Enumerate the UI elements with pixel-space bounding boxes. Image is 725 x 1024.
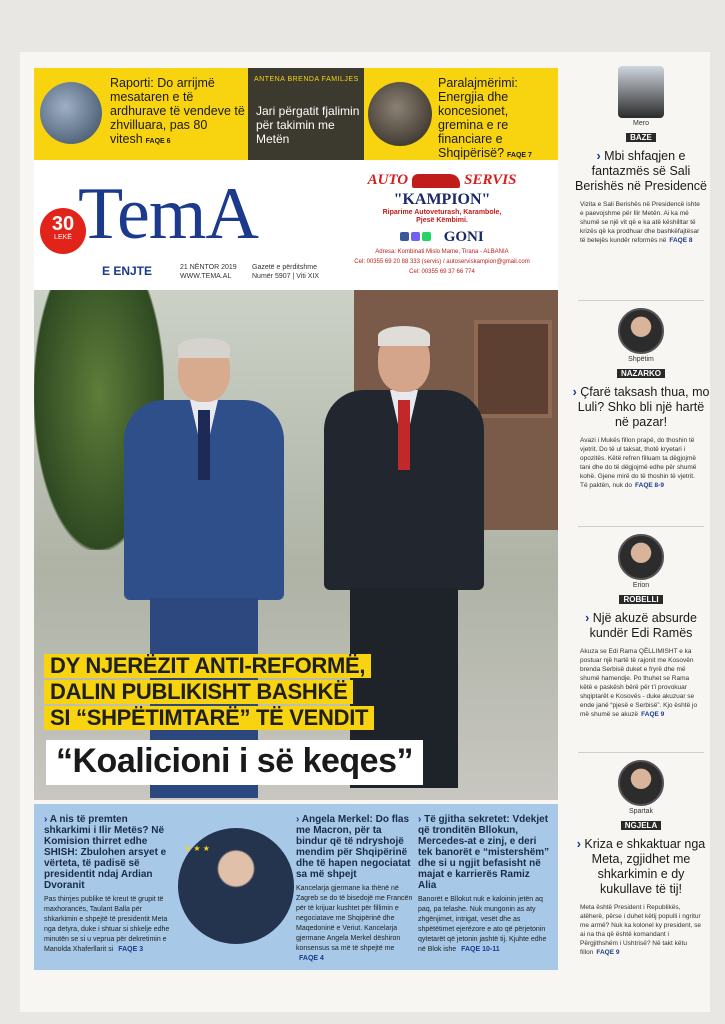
ad-owner: GONI <box>443 228 484 245</box>
column-ngjela[interactable] <box>572 760 710 957</box>
ad-address: Adresa: Kombinati Mislo Mame, Tirana - ALBANIA <box>375 249 509 256</box>
ad-line1: AUTO <box>367 172 409 188</box>
column-title: › Kriza e shkaktuar nga Meta, zgjidhet me shkarkimin e dy kukullave të tij! <box>572 837 710 897</box>
teaser-brand: ANTENA BRENDA FAMILJES <box>254 76 359 83</box>
teaser-page: FAQE 6 <box>145 138 171 145</box>
whatsapp-icon <box>422 232 431 241</box>
story-kicker: › Angela Merkel: Do flas me Macron, për ta bindur që të ndryshojë mendim për Shqipërinë dhe të hapen negociatat sa më shpejt <box>296 814 414 880</box>
column-title: › Çfarë taksash thua, mo Luli? Shko bli një hartë në pazar! <box>572 385 710 430</box>
price-value: 30 <box>51 213 75 235</box>
viber-icon <box>411 232 420 241</box>
masthead <box>34 160 558 290</box>
author-first-name: Spartak <box>628 808 654 815</box>
column-baze[interactable] <box>572 66 710 245</box>
story-text: Banorët e Bllokut nuk e kaloinin jetën aq paq, pa telashe. Nuk mungonin as aty zhgënjimet, intrigat, vesët dhe as shpëtëtimet ejerëzore e ato që përjetonin qytetarët që jetonin jashtë tij. Kjuhte edhe në Blok ishe <box>418 896 547 953</box>
column-text: Vizita e Sali Berishës në Presidencë ishte e paevojshme për Ilir Metën. Ai ka më shumë se një vit që e ka atë këshilltar të krizës që ka prodhuar dhe bashkëfajtësar të betejës kundër reformës në <box>580 201 700 244</box>
author-first-name: Erion <box>632 582 650 589</box>
column-page: FAQE 8-9 <box>635 482 664 489</box>
teaser-antena[interactable] <box>248 68 364 160</box>
author-last-name: ROBELLI <box>619 595 662 604</box>
newspaper-front-page <box>20 52 710 1012</box>
divider <box>578 752 704 753</box>
ad-name: "KAMPION" <box>393 191 491 208</box>
author-last-name: BAZE <box>626 133 656 142</box>
eu-stars-icon: ★ ★ ★ <box>184 844 210 853</box>
city-skyline-thumbnail <box>40 82 102 144</box>
teaser-text: Paralajmërimi: Energjia dhe koncesionet, gremina e re financiare e Shqipërisë? <box>438 76 518 160</box>
teaser-text: Raporti: Do arrijmë mesataren e të ardhurave të vendeve të zhvilluara, pas 80 vitesh <box>110 76 245 146</box>
energy-thumbnail <box>368 82 432 146</box>
main-title: “Koalicioni i së keqes” <box>46 740 423 785</box>
author-first-name: Shpëtim <box>628 356 654 363</box>
column-text: Avazi i Mukës fillon prapë, do thoshin të vjetrit. Do të ul taksat, thotë kryetari i opozitës. Këtë refren filluam ta dëgjojmë tani dhe do të dëgjojmë edhe për shumë kohë. Gjene mirë do të thoshin të vjetrit. Të paktën, nuk do <box>580 437 697 489</box>
issue-date: 21 NËNTOR 2019 <box>180 264 237 271</box>
story-kicker: › Të gjitha sekretet: Vdekjet që tronditën Bllokun, Mercedes-at e zinj, e deri tek banorët e “mistershëm” dhe si u ngjit befasisht në majat e karrierës Ramiz Alia <box>418 814 550 891</box>
column-page: FAQE 9 <box>641 711 665 718</box>
author-portrait <box>618 308 664 354</box>
story-page: FAQE 3 <box>118 946 144 953</box>
story-blloku-secrets[interactable] <box>418 814 550 955</box>
column-title: › Një akuzë absurde kundër Edi Ramës <box>572 611 710 641</box>
column-text: Akuza se Edi Rama QËLLIMISHT e ka postuar një hartë të rajonit me Kosovën brenda Serbisë duket e fryrë dhe më shumë hamendje. Po thuhet se Rama këtë e paskësh bërë për t’i provokuar shqiptarët e Kosovës - duke akuzuar se ende janë “pjesë e Serbisë”. Kjo është jo më shumë se akuzë <box>580 648 698 718</box>
ad-services2: Pjesë Këmbimi. <box>416 217 468 224</box>
opinion-sidebar <box>568 52 710 1012</box>
author-portrait <box>618 66 664 118</box>
teaser-strip <box>34 68 558 160</box>
window <box>474 320 552 418</box>
column-nazarko[interactable] <box>572 308 710 490</box>
author-last-name: NGJELA <box>621 821 661 830</box>
story-text: Pas thirrjes publike të kreut të grupit të maxhorancës, Taulant Balla për shkarkimin e shpejtë të presidentit Meta nga detyra, duke i shtuar si shkelje edhe minutën se si u veprua për dekretimin e Manolda Xhaferllarit si <box>44 896 170 953</box>
headline-line: DALIN PUBLIKISHT BASHKË <box>44 680 353 704</box>
story-page: FAQE 10-11 <box>461 946 500 953</box>
newspaper-logo: TemA <box>78 173 258 255</box>
author-portrait <box>618 534 664 580</box>
ad-contact2: Cel: 00355 69 37 66 774 <box>409 269 475 276</box>
car-icon <box>412 174 460 188</box>
paper-type: Gazetë e përditshme <box>252 264 317 271</box>
story-page: FAQE 4 <box>299 955 324 962</box>
column-text: Meta është President i Republikës, atëherë, përse i duhet këtij populli i ngritur me armë? Nuk ka kolonel ky president, se ai na tha që është komandant i Përgjithshëm i Ushtrisë? Në takt këtu fillon <box>580 904 702 956</box>
column-page: FAQE 9 <box>596 949 620 956</box>
website[interactable]: WWW.TEMA.AL <box>180 273 232 280</box>
column-robelli[interactable] <box>572 534 710 719</box>
teaser-page: FAQE 7 <box>507 152 532 159</box>
divider <box>578 526 704 527</box>
facebook-icon <box>400 232 409 241</box>
price-currency: LEKË <box>54 234 72 241</box>
story-kicker: › A nis të premten shkarkimi i Ilir Metës? Në Komision thirret edhe SHISH: Zbulohen arsyet e vërteta, të padisë së presidentit ndaj Ardian Dvoranit <box>44 814 174 891</box>
ad-contact1: Cel: 00355 69 20 88 333 (servis) / autoserviskampion@gmail.com <box>354 259 530 266</box>
lead-headline <box>44 654 374 732</box>
auto-servis-ad[interactable] <box>330 172 554 284</box>
column-title: › Mbi shfaqjen e fantazmës së Sali Berishës në Presidencë <box>572 149 710 194</box>
issue-number: Numër 5907 | Viti XIX <box>252 273 320 280</box>
teaser-text: Jari përgatit fjalimin për takimin me Metën <box>256 104 360 146</box>
headline-line: SI “SHPËTIMTARË” TË VENDIT <box>44 706 374 730</box>
lead-story[interactable] <box>34 290 558 800</box>
teaser-economy[interactable] <box>34 68 248 160</box>
teaser-energy[interactable] <box>364 68 558 160</box>
headline-line: DY NJERËZIT ANTI-REFORMË, <box>44 654 371 678</box>
story-merkel[interactable] <box>296 814 414 964</box>
divider <box>578 300 704 301</box>
ad-line1b: SERVIS <box>464 172 517 188</box>
story-meta-dismissal[interactable] <box>44 814 174 955</box>
ad-services1: Riparime Autoveturash, Karambole, <box>382 209 502 216</box>
weekday: E ENJTE <box>102 264 153 278</box>
author-first-name: Mero <box>633 120 649 127</box>
column-page: FAQE 8 <box>669 237 693 244</box>
story-text: Kancelarja gjermane ka thënë në Zagreb se do të bisedojë me Francën për të krijuar kushtet për fillimin e negociatave me Shqipërinë dhe Maqedoninë e Veriut. Kancelarja gjermane Angela Merkel dëshiron konsensus sa më të shpejtë me <box>296 885 413 952</box>
author-last-name: NAZARKO <box>617 369 665 378</box>
author-portrait <box>618 760 664 806</box>
bottom-stories <box>34 804 558 970</box>
merkel-photo <box>178 828 294 944</box>
